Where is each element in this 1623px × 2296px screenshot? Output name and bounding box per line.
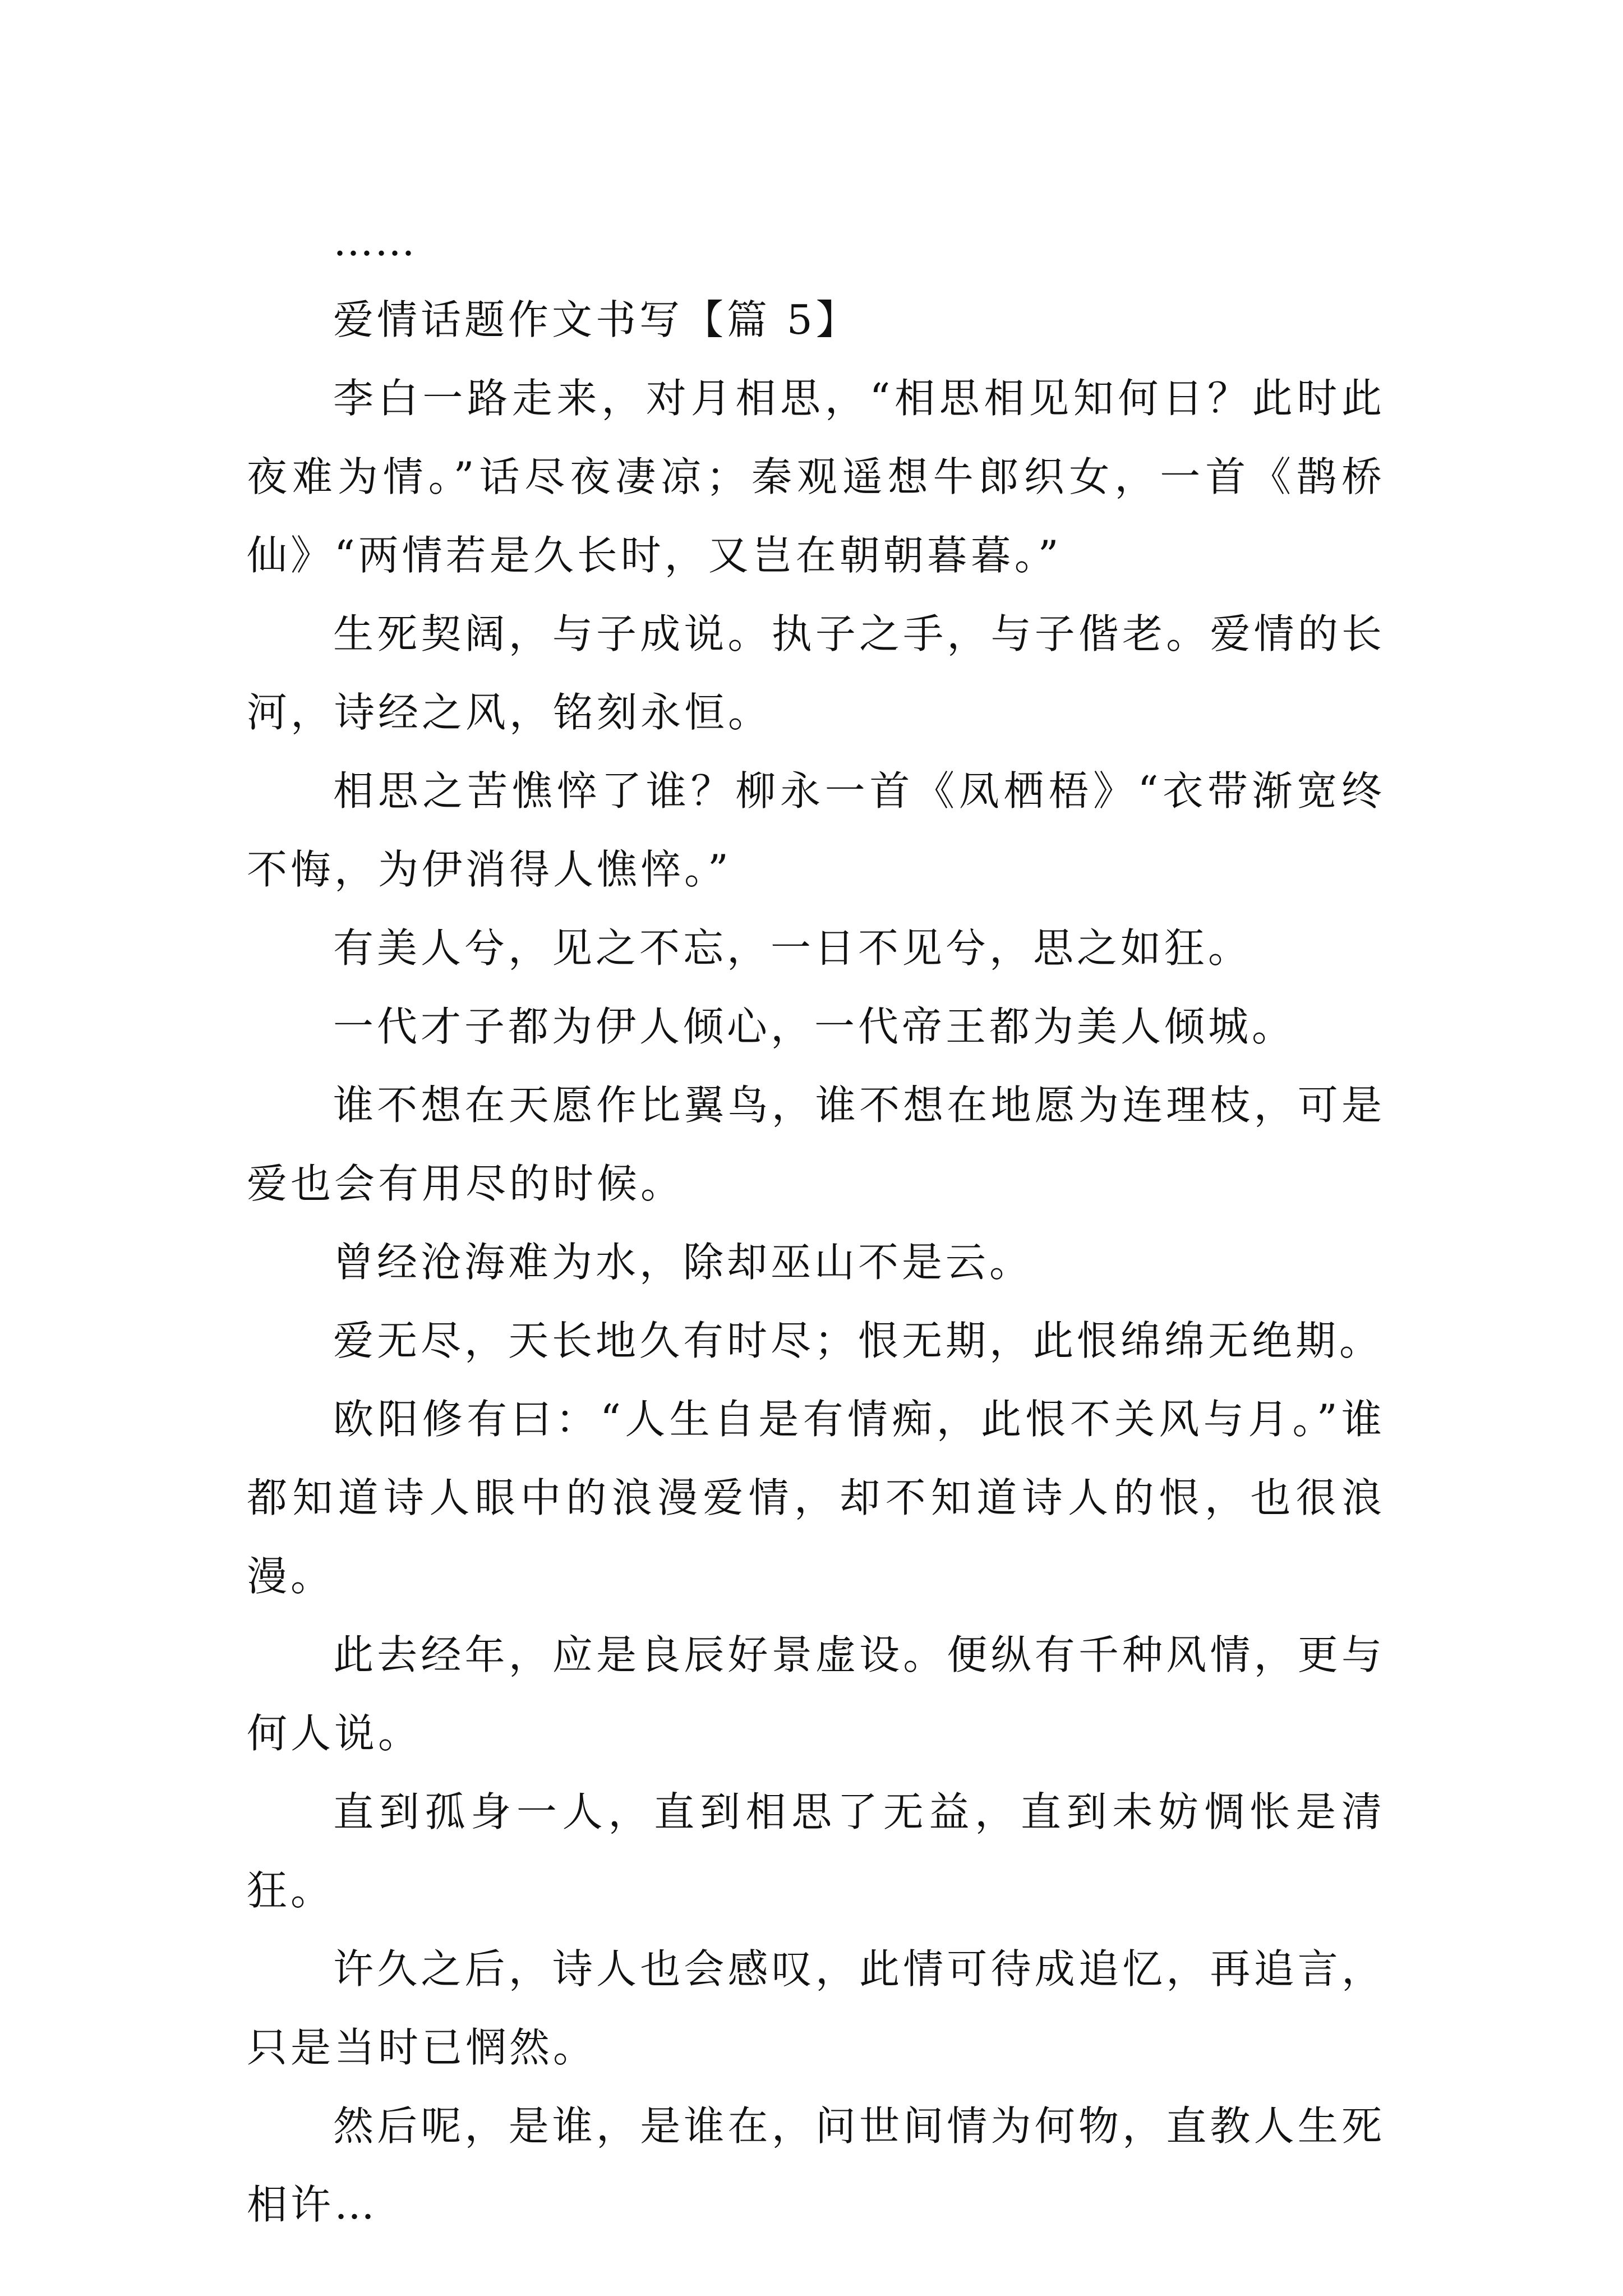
paragraph-11: 直到孤身一人，直到相思了无益，直到未妨惆怅是清狂。 [247,1788,1385,1914]
paragraph-8: 爱无尽，天长地久有时尽；恨无期，此恨绵绵无绝期。 [333,1317,1384,1364]
paragraph-5: 一代才子都为伊人倾心，一代帝王都为美人倾城。 [333,1003,1296,1050]
paragraph-1: 李白一路走来，对月相思，“相思相见知何日？此时此夜难为情。”话尽夜凄凉；秦观遥想牛郎织女，一首《鹊桥仙》“两情若是久长时，又岂在朝朝暮暮。” [247,375,1385,579]
section-heading: 爱情话题作文书写【篇 5】 [333,296,860,343]
paragraph-6: 谁不想在天愿作比翼鸟，谁不想在地愿为连理枝，可是爱也会有用尽的时候。 [247,1082,1385,1207]
leading-ellipsis: …… [333,218,416,265]
paragraph-9: 欧阳修有曰：“人生自是有情痴，此恨不关风与月。”谁都知道诗人眼中的浪漫爱情，却不知道诗人的恨，也很浪漫。 [247,1396,1385,1600]
paragraph-10: 此去经年，应是良辰好景虚设。便纵有千种风情，更与何人说。 [247,1631,1385,1757]
paragraph-2: 生死契阔，与子成说。执子之手，与子偕老。爱情的长河，诗经之风，铭刻永恒。 [247,610,1385,736]
paragraph-7: 曾经沧海难为水，除却巫山不是云。 [333,1239,1034,1286]
paragraph-3: 相思之苦憔悴了谁？柳永一首《凤栖梧》“衣带渐宽终不悔，为伊消得人憔悴。” [247,767,1385,893]
paragraph-13: 然后呢，是谁，是谁在，问世间情为何物，直教人生死相许… [247,2102,1385,2228]
document-body [247,202,1385,2244]
paragraph-4: 有美人兮，见之不忘，一日不见兮，思之如狂。 [333,924,1252,972]
paragraph-12: 许久之后，诗人也会感叹，此情可待成追忆，再追言，只是当时已惘然。 [247,1945,1385,2071]
